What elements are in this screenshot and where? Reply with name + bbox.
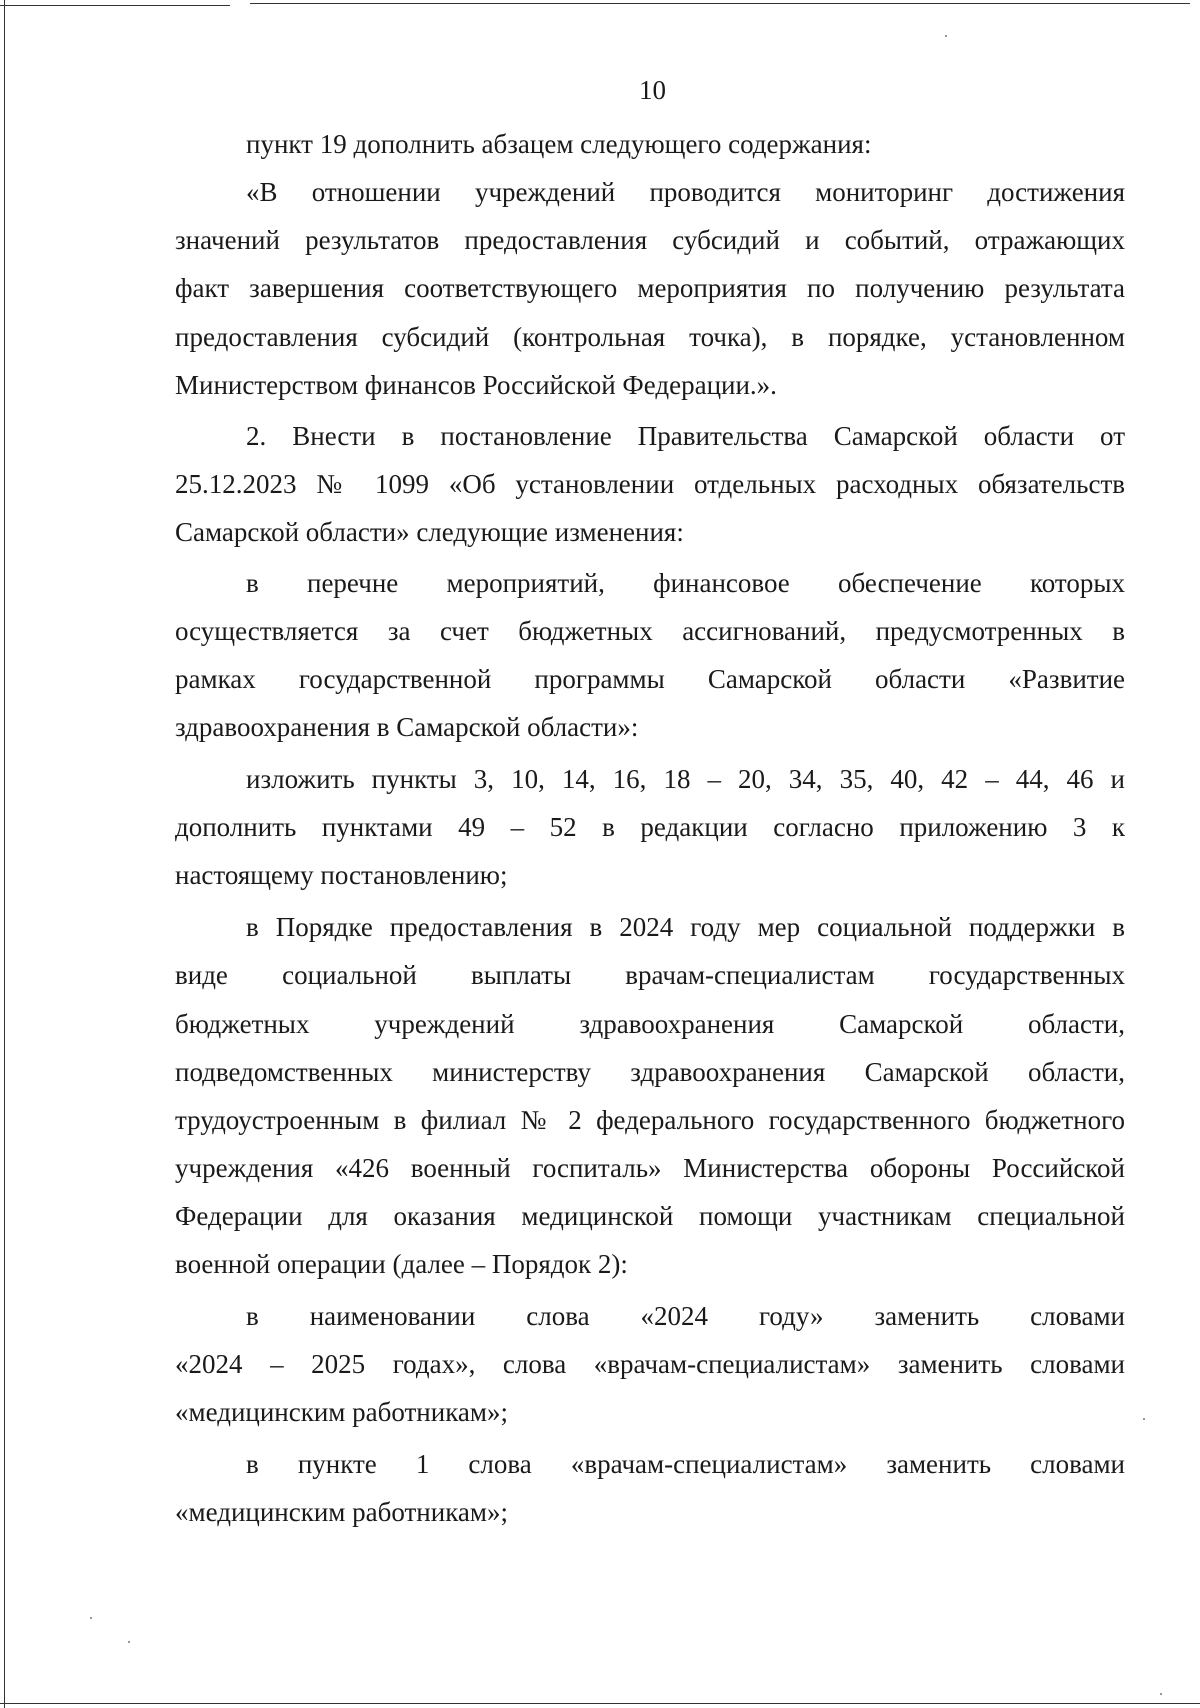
text-line: Самарской области» следующие изменения: [175, 517, 684, 547]
text-line: настоящему постановлению; [175, 860, 508, 890]
scan-border-top-left [0, 5, 230, 6]
text-line: пункт 19 дополнить абзацем следующего содержания: [246, 129, 872, 159]
text-line: в перечне мероприятий, финансовое обеспечение которых [246, 568, 1125, 598]
text-line: факт завершения соответствующего мероприятия по получению результата [175, 273, 1125, 303]
text-line: виде социальной выплаты врачам-специалистам государственных [175, 960, 1125, 990]
text-line: в наименовании слова «2024 году» заменить словами [246, 1301, 1125, 1331]
text-line: «В отношении учреждений проводится мониторинг достижения [246, 177, 1125, 207]
scan-border-bottom [0, 1703, 1200, 1704]
text-line: здравоохранения в Самарской области»: [175, 712, 639, 742]
text-line: в пункте 1 слова «врачам-специалистам» заменить словами [246, 1449, 1125, 1479]
text-line: трудоустроенным в филиал № 2 федерального государственного бюджетного [175, 1105, 1125, 1135]
scan-border-left [4, 0, 5, 1708]
text-line: значений результатов предоставления субсидий и событий, отражающих [175, 225, 1125, 255]
text-line: рамках государственной программы Самарской области «Развитие [175, 664, 1125, 694]
text-line: в Порядке предоставления в 2024 году мер социальной поддержки в [246, 912, 1125, 942]
text-line: Федерации для оказания медицинской помощи участникам специальной [175, 1201, 1125, 1231]
text-line: учреждения «426 военный госпиталь» Министерства обороны Российской [175, 1153, 1125, 1183]
text-line: подведомственных министерству здравоохранения Самарской области, [175, 1057, 1125, 1087]
text-line: «медицинским работникам»; [175, 1397, 508, 1427]
text-line: предоставления субсидий (контрольная точка), в порядке, установленном [175, 322, 1125, 352]
scan-speck [1143, 1418, 1145, 1420]
scan-speck [945, 35, 947, 37]
text-line: «2024 – 2025 годах», слова «врачам-специалистам» заменить словами [175, 1349, 1125, 1379]
scan-speck [90, 1617, 92, 1619]
text-line: осуществляется за счет бюджетных ассигнований, предусмотренных в [175, 616, 1125, 646]
text-line: «медицинским работникам»; [175, 1497, 508, 1527]
scan-border-top-right [250, 3, 1190, 4]
text-line: военной операции (далее – Порядок 2): [175, 1249, 628, 1279]
text-line: бюджетных учреждений здравоохранения Самарской области, [175, 1009, 1125, 1039]
page-number: 10 [639, 75, 666, 105]
scan-speck [1160, 1693, 1162, 1695]
text-line: изложить пункты 3, 10, 14, 16, 18 – 20, 34, 35, 40, 42 – 44, 46 и [246, 764, 1125, 794]
text-line: Министерством финансов Российской Федерации.». [175, 370, 777, 400]
text-line: 2. Внести в постановление Правительства Самарской области от [246, 421, 1125, 451]
text-line: 25.12.2023 № 1099 «Об установлении отдельных расходных обязательств [175, 469, 1125, 499]
text-line: дополнить пунктами 49 – 52 в редакции согласно приложению 3 к [175, 812, 1125, 842]
scan-speck [128, 1641, 130, 1643]
